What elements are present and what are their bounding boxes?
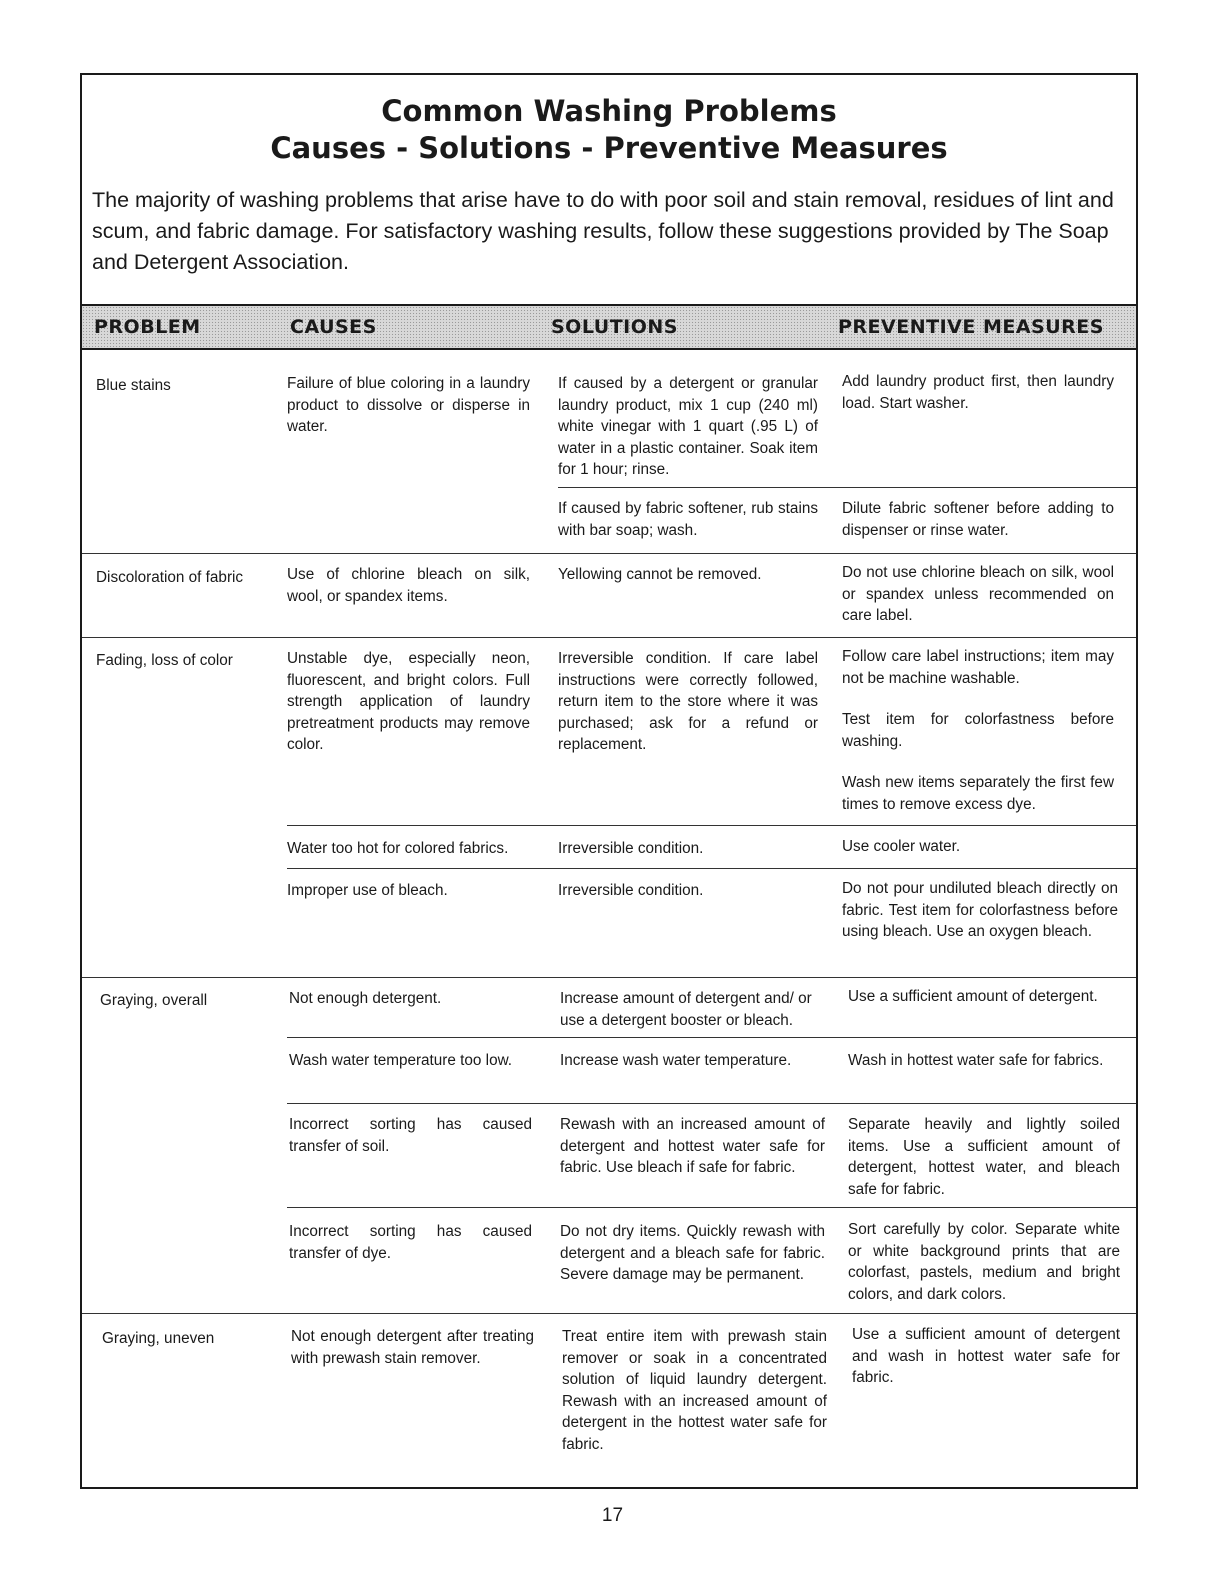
solution-blue-stains-1: If caused by a detergent or granular laundry product, mix 1 cup (240 ml) white vinegar with 1 quart (.95 L) of water in a plastic container. Soak item for 1 hour; rinse. [558,375,818,478]
preventive-blue-stains-2: Dilute fabric softener before adding to dispenser or rinse water. [842,500,1114,539]
cause-fading-3: Improper use of bleach. [287,882,448,899]
solution-graying-overall-1: Increase amount of detergent and/ or use a detergent booster or bleach. [560,990,812,1029]
preventive-graying-overall-4: Sort carefully by color. Separate white or white background prints that are colorfast, pastels, medium and bright colors, and dark colors. [848,1221,1120,1303]
header-causes: CAUSES [290,316,377,338]
row-divider [287,1103,1136,1104]
problem-discoloration: Discoloration of fabric [96,569,244,586]
preventive-graying-overall-1: Use a sufficient amount of detergent. [848,988,1098,1005]
problem-blue-stains: Blue stains [96,377,171,394]
cause-graying-overall-2: Wash water temperature too low. [289,1052,513,1069]
cause-graying-overall-4: Incorrect sorting has caused transfer of dye. [289,1223,532,1262]
problem-graying-overall: Graying, overall [100,992,208,1009]
solution-fading-2: Irreversible condition. [558,840,704,857]
solution-fading-1: Irreversible condition. If care label instructions were correctly followed, return item to the store where it was purchased; ask for a refund or replacement. [558,650,818,753]
solution-fading-3: Irreversible condition. [558,882,704,899]
preventive-graying-overall-3: Separate heavily and lightly soiled items. Use a sufficient amount of detergent, hottest water, and bleach safe for fabric. [848,1116,1120,1198]
page-title: Common Washing Problems [381,94,837,128]
cause-graying-overall-1: Not enough detergent. [289,990,442,1007]
page-subtitle: Causes - Solutions - Preventive Measures [270,131,948,165]
page-frame [80,73,1138,1489]
solution-graying-overall-3: Rewash with an increased amount of detergent and hottest water safe for fabric. Use bleach if safe for fabric. [560,1116,825,1176]
solution-graying-uneven: Treat entire item with prewash stain remover or soak in a concentrated solution of liquid laundry detergent. Rewash with an increased amount of detergent in the hottest water safe for fabric. [562,1328,827,1453]
row-divider [82,553,1136,554]
row-divider [82,1313,1136,1314]
row-divider [287,1037,1136,1038]
page-number: 17 [601,1505,624,1526]
problem-graying-uneven: Graying, uneven [102,1330,215,1347]
preventive-fading-2: Use cooler water. [842,838,961,855]
intro-paragraph: The majority of washing problems that arise have to do with poor soil and stain removal, residues of lint and scum, and fabric damage. For satisfactory washing results, follow these suggestions provided by The Soap and Detergent Association. [92,188,1114,274]
table-header [82,304,1136,350]
preventive-blue-stains-1: Add laundry product first, then laundry load. Start washer. [842,373,1114,412]
cause-fading-1: Unstable dye, especially neon, fluorescent, and bright colors. Full strength application of laundry pretreatment products may remove color. [287,650,530,753]
row-divider [82,977,1136,978]
problem-fading: Fading, loss of color [96,652,233,669]
preventive-fading-1c: Wash new items separately the first few times to remove excess dye. [842,774,1114,813]
solution-discoloration: Yellowing cannot be removed. [558,566,762,583]
preventive-fading-1a: Follow care label instructions; item may not be machine washable. [842,648,1114,687]
solution-graying-overall-2: Increase wash water temperature. [560,1052,792,1069]
cause-discoloration: Use of chlorine bleach on silk, wool, or spandex items. [287,566,530,605]
row-divider [287,825,1136,826]
preventive-graying-uneven: Use a sufficient amount of detergent and wash in hottest water safe for fabric. [852,1326,1120,1386]
preventive-discoloration: Do not use chlorine bleach on silk, wool or spandex unless recommended on care label. [842,564,1114,624]
header-problem: PROBLEM [94,316,201,338]
row-divider [558,487,1136,488]
row-divider [287,1207,1136,1208]
solution-graying-overall-4: Do not dry items. Quickly rewash with detergent and a bleach safe for fabric. Severe damage may be permanent. [560,1223,825,1283]
cause-graying-uneven: Not enough detergent after treating with prewash stain remover. [291,1328,534,1367]
cause-graying-overall-3: Incorrect sorting has caused transfer of soil. [289,1116,532,1155]
cause-fading-2: Water too hot for colored fabrics. [287,840,509,857]
row-divider [287,868,1136,869]
preventive-fading-1b: Test item for colorfastness before washing. [842,711,1114,750]
header-preventive-measures: PREVENTIVE MEASURES [838,316,1104,338]
preventive-graying-overall-2: Wash in hottest water safe for fabrics. [848,1052,1104,1069]
row-divider [82,637,1136,638]
preventive-fading-3: Do not pour undiluted bleach directly on fabric. Test item for colorfastness before using bleach. Use an oxygen bleach. [842,880,1118,940]
solution-blue-stains-2: If caused by fabric softener, rub stains with bar soap; wash. [558,500,818,539]
cause-blue-stains: Failure of blue coloring in a laundry product to dissolve or disperse in water. [287,375,530,435]
header-solutions: SOLUTIONS [551,316,678,338]
